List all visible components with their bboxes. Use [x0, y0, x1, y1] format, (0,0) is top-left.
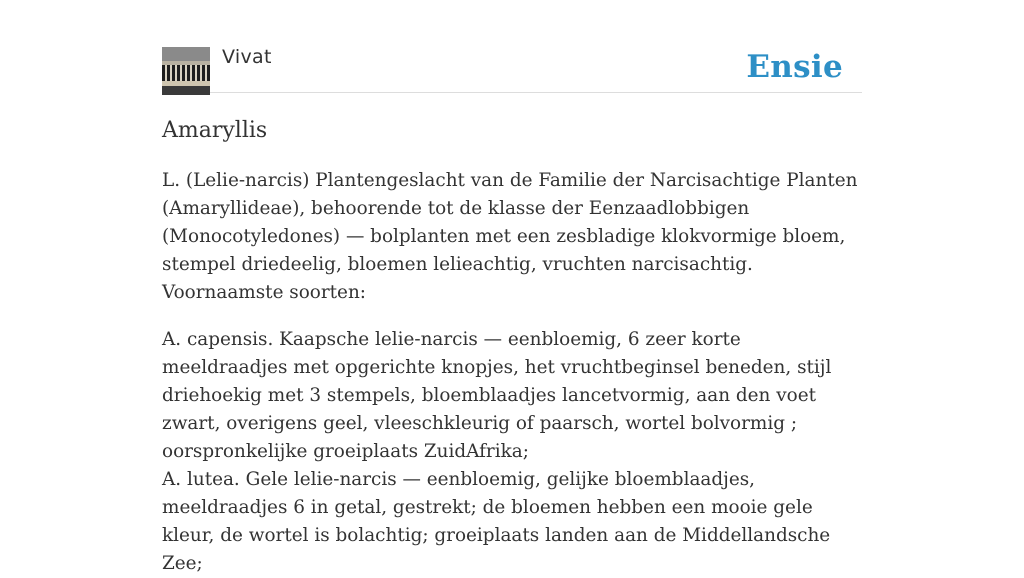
brand-logo-link[interactable]: Ensie	[746, 49, 843, 85]
article-title: Amaryllis	[162, 118, 268, 143]
author-name-link[interactable]: Vivat	[222, 46, 272, 68]
author-avatar[interactable]	[162, 47, 210, 95]
site-header	[162, 46, 862, 93]
species-list	[162, 326, 862, 578]
avatar-image	[162, 47, 210, 95]
species-entry-lutea: A. lutea. Gele lelie-narcis — eenbloemig, gelijke bloemblaadjes, meeldraadjes 6 in getal, gestrekt; de bloemen hebben een mooie gele kleur, de wortel is bolachtig; groeiplaats landen aan de Middellandsche Zee;	[162, 469, 831, 574]
species-entry-capensis: A. capensis. Kaapsche lelie-narcis — eenbloemig, 6 zeer korte meeldraadjes met opgerichte knopjes, het vruchtbeginsel beneden, stijl driehoekig met 3 stempels, bloemblaadjes lancetvormig, aan den voet zwart, overigens geel, vleeschkleurig of paarsch, wortel bolvormig ; oorspronkelijke groeiplaats ZuidAfrika;	[162, 329, 832, 462]
article	[162, 116, 862, 578]
article-intro-paragraph: L. (Lelie-narcis) Plantengeslacht van de Familie der Narcisachtige Planten (Amaryllideae), behoorende tot de klasse der Eenzaadlobbigen (Monocotyledones) — bolplanten met een zesbladige klokvormige bloem, stempel driedeelig, bloemen lelieachtig, vruchten narcisachtig. Voornaamste soorten:	[162, 170, 858, 303]
